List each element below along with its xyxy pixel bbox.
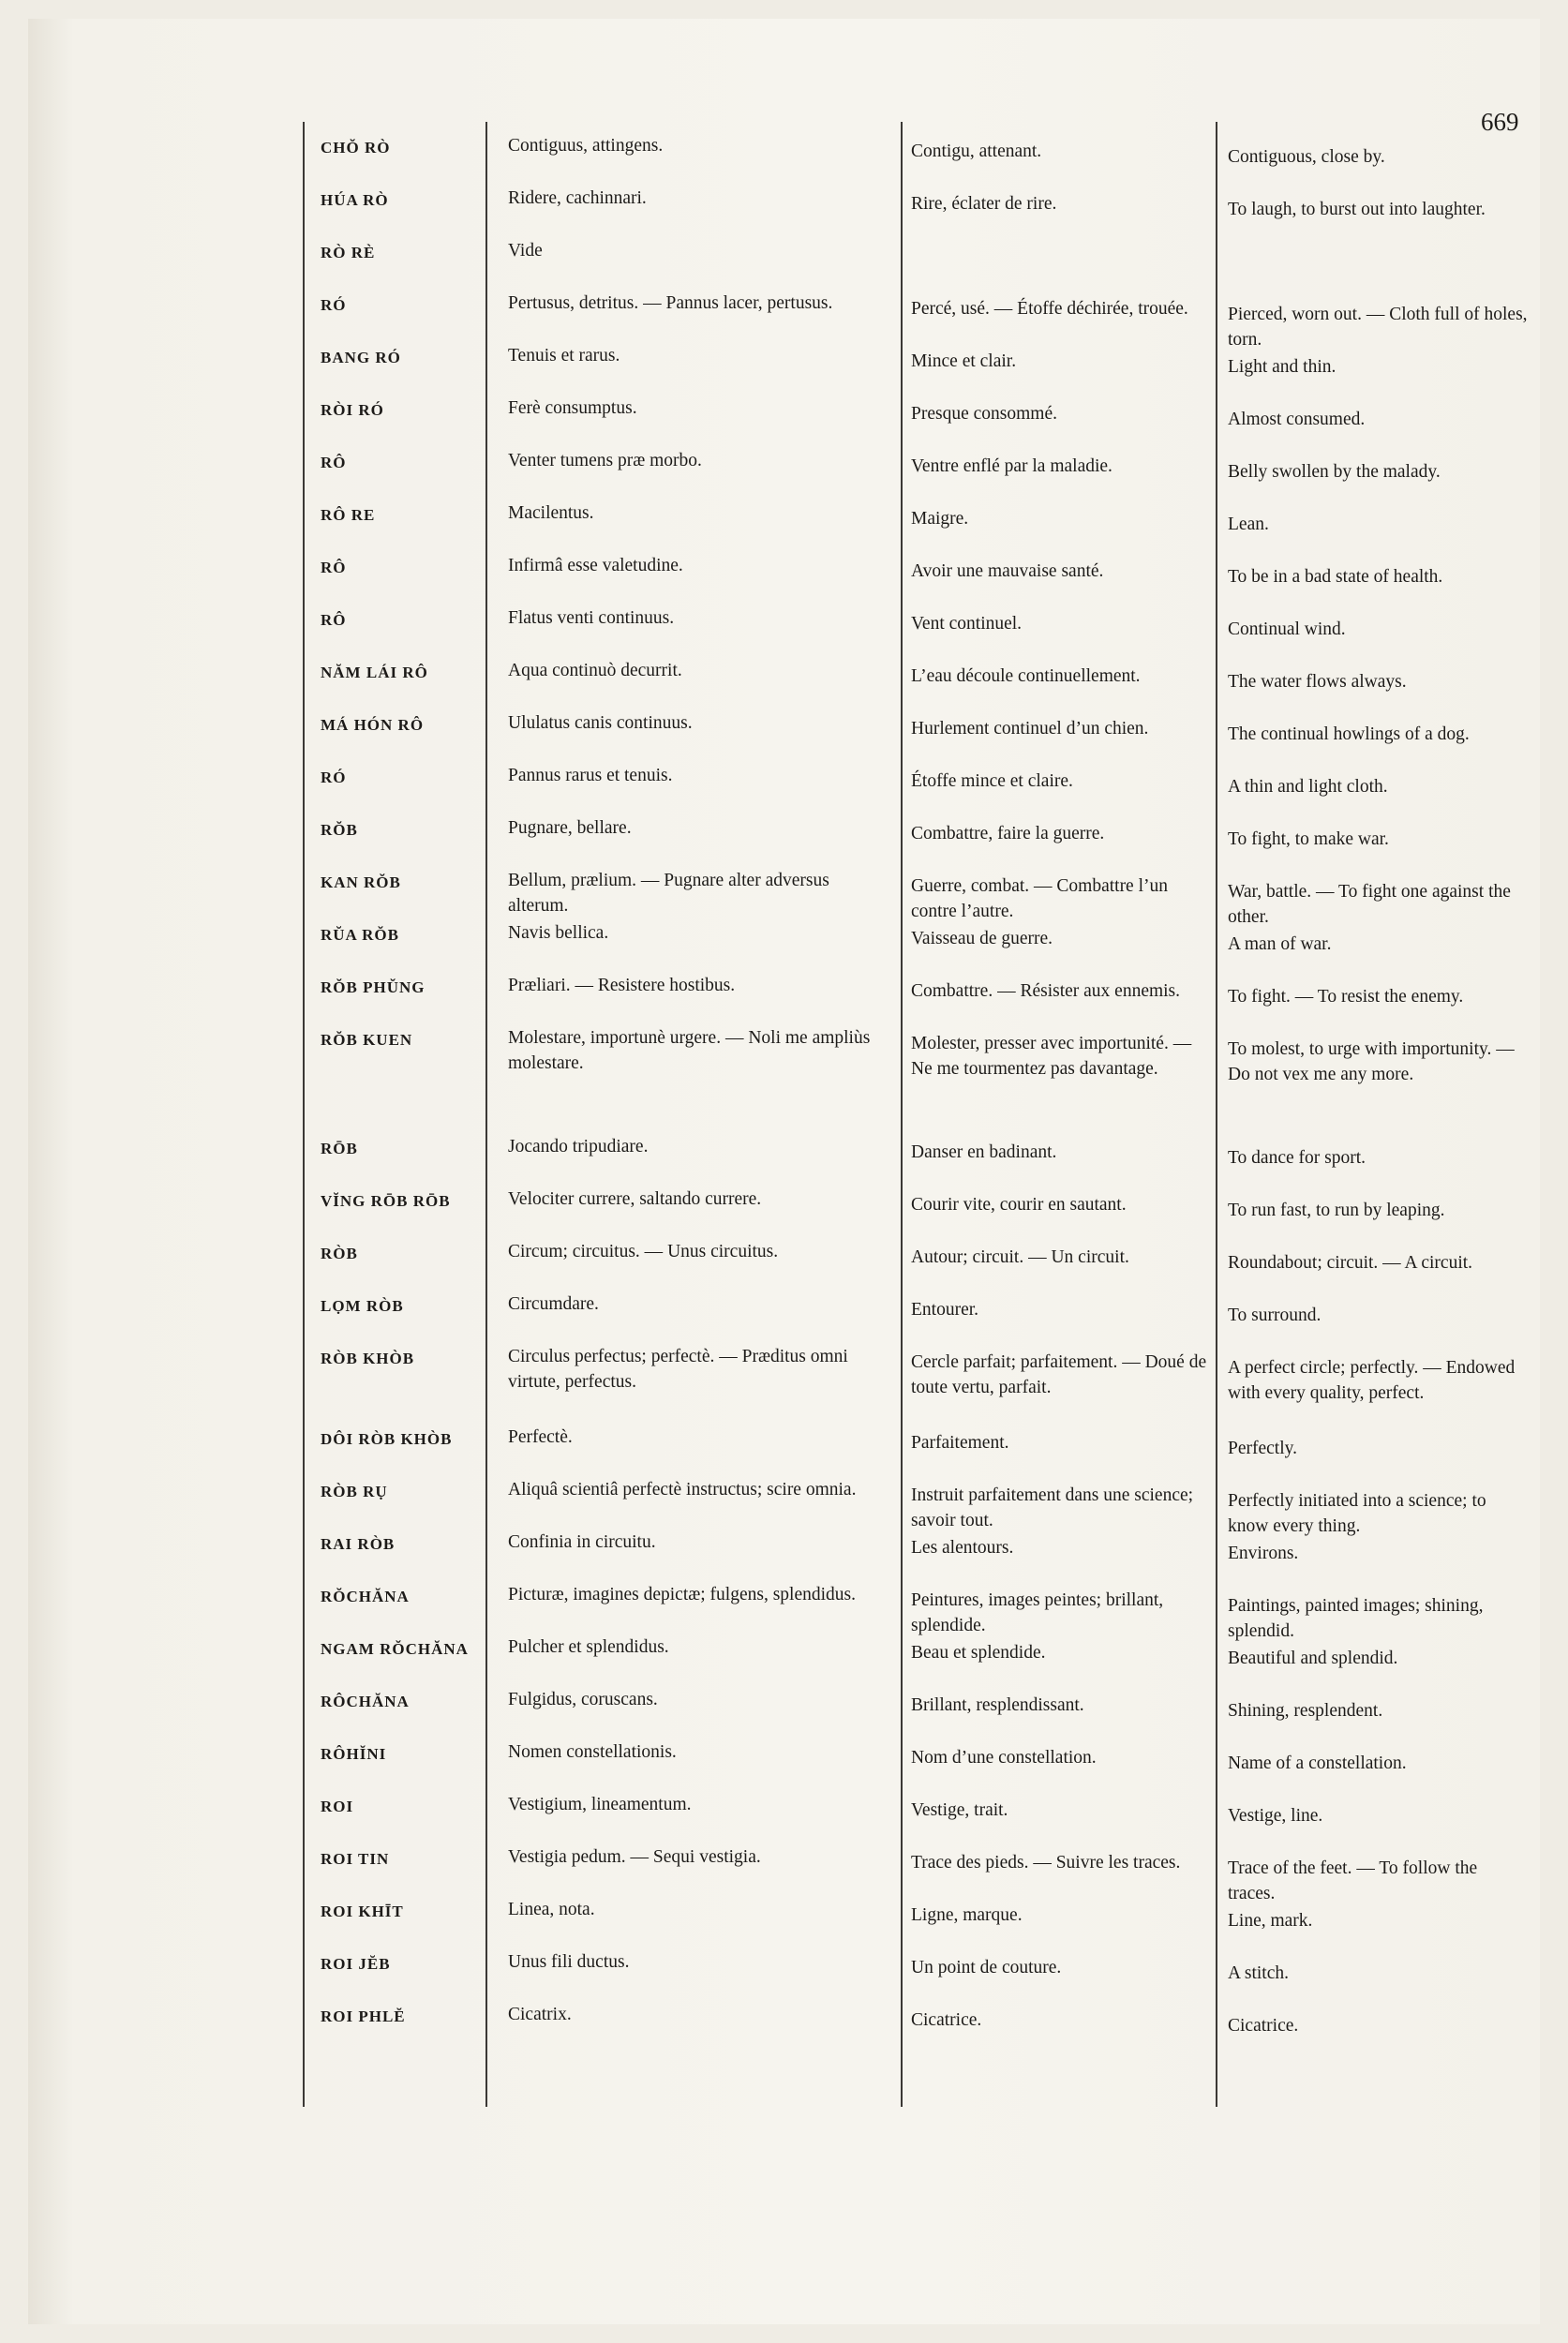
gloss-segment: Beautiful and splendid. [1228, 1649, 1398, 1668]
gloss-segment: Pertusus, detritus. — [508, 293, 666, 313]
french-gloss [911, 1297, 1209, 1322]
french-gloss [911, 664, 1209, 689]
latin-gloss [508, 1134, 894, 1159]
english-gloss [1228, 1698, 1528, 1724]
romanization: RŌB [321, 1140, 358, 1157]
french-gloss [911, 978, 1209, 1004]
gloss-segment: Rire, éclater de rire. [911, 194, 1057, 214]
latin-gloss [508, 1792, 894, 1817]
gloss-segment: Venter tumens præ morbo. [508, 451, 702, 470]
latin-gloss [508, 1897, 894, 1922]
gloss-segment: Combattre, faire la guerre. [911, 824, 1105, 843]
romanization: RÒI RÓ [321, 401, 384, 419]
french-gloss [911, 1430, 1209, 1455]
romanization: RŎB PHŬNG [321, 978, 426, 996]
english-gloss [1228, 1541, 1528, 1566]
english-gloss [1228, 407, 1528, 432]
gloss-segment: To molest, to urge with importunity. — Do not vex me any more. [1228, 1039, 1515, 1084]
romanization: LỌM RÒB [321, 1297, 404, 1315]
gloss-segment: To dance for sport. [1228, 1148, 1366, 1168]
french-gloss [911, 454, 1209, 479]
gloss-segment: Contiguus, attingens. [508, 136, 664, 156]
gloss-segment: A perfect circle; perfectly. — Endowed with every quality, perfect. [1228, 1358, 1516, 1403]
gloss-segment: Hurlement continuel d’un chien. [911, 719, 1149, 739]
gloss-segment: Vestige, line. [1228, 1806, 1323, 1826]
french-gloss [911, 821, 1209, 846]
gloss-segment: Confinia in circuitu. [508, 1532, 656, 1552]
english-gloss [1228, 879, 1528, 930]
gloss-segment: Perfectè. [508, 1427, 573, 1447]
gloss-segment: Resistere hostibus. [597, 976, 736, 995]
gloss-segment: Cicatrix. [508, 2005, 572, 2024]
gloss-segment: Autour; circuit. — Un circuit. [911, 1247, 1129, 1267]
gloss-segment: Trace des pieds. — Suivre les traces. [911, 1853, 1181, 1873]
latin-gloss [508, 1025, 894, 1076]
romanization: RŎB KUEN [321, 1031, 413, 1049]
french-gloss [911, 716, 1209, 741]
gloss-segment: Cicatrice. [911, 2010, 982, 2030]
gloss-segment: Perfectly. [1228, 1439, 1297, 1458]
latin-gloss [508, 1186, 894, 1212]
english-gloss [1228, 617, 1528, 642]
latin-gloss [508, 1291, 894, 1317]
gloss-segment: Pannus lacer, pertusus. [665, 293, 833, 313]
gloss-segment: Cicatrice. [1228, 2016, 1299, 2036]
romanization: RÔ [321, 611, 347, 629]
gloss-segment: Pierced, worn out. — Cloth full of holes, torn. [1228, 305, 1528, 350]
english-gloss [1228, 1488, 1528, 1539]
gloss-segment: Vide [508, 241, 543, 261]
gloss-segment: Maigre. [911, 509, 969, 529]
french-gloss [911, 1483, 1209, 1533]
romanization: ROI [321, 1798, 354, 1815]
gloss-segment: Un point de couture. [911, 1958, 1062, 1977]
gloss-segment: Circulus perfectus; perfectè. — [508, 1347, 742, 1366]
english-gloss [1228, 2013, 1528, 2038]
latin-gloss [508, 1844, 894, 1870]
english-gloss [1228, 774, 1528, 799]
romanization: NGAM RŎCHĂNA [321, 1640, 469, 1658]
romanization: RÒB RỤ [321, 1483, 388, 1500]
gloss-segment: L’eau découle continuellement. [911, 666, 1141, 686]
latin-gloss [508, 1239, 894, 1264]
french-gloss [911, 506, 1209, 531]
french-gloss [911, 1693, 1209, 1718]
french-gloss [911, 873, 1209, 924]
gloss-segment: Jocando tripudiare. [508, 1137, 649, 1157]
french-gloss [911, 1850, 1209, 1875]
gloss-segment: Unus circuitus. [667, 1242, 779, 1261]
latin-gloss [508, 553, 894, 578]
romanization: RÔHĬNI [321, 1745, 387, 1763]
english-gloss [1228, 354, 1528, 380]
gloss-segment: Pugnare, bellare. [508, 818, 632, 838]
french-gloss [911, 559, 1209, 584]
gloss-segment: Macilentus. [508, 503, 594, 523]
gloss-segment: Étoffe mince et claire. [911, 771, 1073, 791]
french-gloss [911, 769, 1209, 794]
gloss-segment: Ferè consumptus. [508, 398, 637, 418]
gloss-segment: Vestige, trait. [911, 1800, 1008, 1820]
gloss-segment: To surround. [1228, 1306, 1322, 1325]
gloss-segment: Ululatus canis continuus. [508, 713, 693, 733]
page-number: 669 [1481, 108, 1519, 136]
french-gloss [911, 1745, 1209, 1770]
gloss-segment: Presque consommé. [911, 404, 1057, 424]
gloss-segment: Circumdare. [508, 1294, 599, 1314]
gloss-segment: Light and thin. [1228, 357, 1337, 377]
latin-gloss [508, 1344, 894, 1395]
romanization: BANG RÓ [321, 349, 401, 366]
column-rule [485, 122, 487, 2107]
romanization: DÔI RÒB KHÒB [321, 1430, 453, 1448]
latin-gloss [508, 2002, 894, 2027]
gloss-segment: Vaisseau de guerre. [911, 929, 1053, 948]
romanization: KAN RŎB [321, 873, 401, 891]
latin-gloss [508, 1949, 894, 1975]
gloss-segment: Beau et splendide. [911, 1643, 1046, 1663]
romanization: RÓ [321, 296, 347, 314]
gloss-segment: To fight. — To resist the enemy. [1228, 987, 1464, 1007]
latin-gloss [508, 1477, 894, 1502]
gloss-segment: Picturæ, imagines depictæ; fulgens, splendidus. [508, 1585, 857, 1604]
gloss-segment: Guerre, combat. — Combattre l’un contre l’autre. [911, 876, 1168, 921]
latin-gloss [508, 1582, 894, 1607]
french-gloss [911, 1955, 1209, 1980]
english-gloss [1228, 197, 1528, 222]
french-gloss [911, 926, 1209, 951]
latin-gloss [508, 343, 894, 368]
gloss-segment: Les alentours. [911, 1538, 1014, 1558]
romanization: RÔ [321, 454, 347, 471]
romanization: RÓ [321, 769, 347, 786]
english-gloss [1228, 1751, 1528, 1776]
gloss-segment: Perfectly initiated into a science; to know every thing. [1228, 1491, 1486, 1536]
english-gloss [1228, 669, 1528, 694]
english-gloss [1228, 1908, 1528, 1933]
gloss-segment: Belly swollen by the malady. [1228, 462, 1441, 482]
romanization: RŬA RŎB [321, 926, 399, 944]
french-gloss [911, 1640, 1209, 1665]
gloss-segment: Infirmâ esse valetudine. [508, 556, 683, 575]
romanization: RÔCHĂNA [321, 1693, 410, 1710]
latin-gloss [508, 238, 894, 263]
gloss-segment: Line, mark. [1228, 1911, 1313, 1931]
latin-gloss [508, 710, 894, 736]
english-gloss [1228, 564, 1528, 589]
gloss-segment: Bellum, prælium. — [508, 871, 665, 890]
english-gloss [1228, 1961, 1528, 1986]
gloss-segment: Pannus rarus et tenuis. [508, 766, 673, 785]
french-gloss [911, 1535, 1209, 1560]
gloss-segment: Mince et clair. [911, 351, 1017, 371]
gloss-segment: Roundabout; circuit. — A circuit. [1228, 1253, 1473, 1273]
english-gloss [1228, 932, 1528, 957]
romanization: MÁ HÓN RÔ [321, 716, 425, 734]
gloss-segment: Præditus omni virtute, perfectus. [508, 1347, 848, 1392]
gloss-segment: Linea, nota. [508, 1900, 595, 1919]
gloss-segment: To run fast, to run by leaping. [1228, 1201, 1445, 1220]
gloss-segment: Shining, resplendent. [1228, 1701, 1383, 1721]
french-gloss [911, 296, 1209, 321]
gloss-segment: War, battle. — To fight one against the other. [1228, 882, 1511, 927]
romanization: RÒB [321, 1245, 358, 1262]
gloss-segment: Nom d’une constellation. [911, 1748, 1097, 1768]
french-gloss [911, 191, 1209, 216]
latin-gloss [508, 1634, 894, 1660]
gloss-segment: Contigu, attenant. [911, 142, 1042, 161]
gloss-segment: Aqua continuò decurrit. [508, 661, 682, 680]
french-gloss [911, 1245, 1209, 1270]
english-gloss [1228, 1436, 1528, 1461]
french-gloss [911, 1588, 1209, 1638]
romanization: RÒB KHÒB [321, 1350, 415, 1367]
gloss-segment: Paintings, painted images; shining, splendid. [1228, 1596, 1484, 1641]
gloss-segment: Aliquâ scientiâ perfectè instructus; scire omnia. [508, 1480, 857, 1500]
french-gloss [911, 1903, 1209, 1928]
gloss-segment: Instruit parfaitement dans une science; savoir tout. [911, 1485, 1194, 1530]
gloss-segment: Pulcher et splendidus. [508, 1637, 669, 1657]
french-gloss [911, 1192, 1209, 1217]
french-gloss [911, 2007, 1209, 2033]
gloss-segment: The continual howlings of a dog. [1228, 724, 1470, 744]
romanization: RŎCHĂNA [321, 1588, 410, 1605]
latin-gloss [508, 133, 894, 158]
romanization: NĂM LÁI RÔ [321, 664, 428, 681]
french-gloss [911, 401, 1209, 426]
gloss-segment: Pugnare alter adversus alterum. [508, 871, 829, 916]
gloss-segment: Ligne, marque. [911, 1905, 1023, 1925]
gloss-segment: Præliari. — [508, 976, 598, 995]
latin-gloss [508, 1530, 894, 1555]
gloss-segment: Ventre enflé par la maladie. [911, 456, 1113, 476]
gloss-segment: Danser en badinant. [911, 1142, 1057, 1162]
gloss-segment: Sequi vestigia. [652, 1847, 761, 1867]
english-gloss [1228, 1646, 1528, 1671]
gloss-segment: Entourer. [911, 1300, 979, 1320]
gloss-segment: Trace of the feet. — To follow the traces. [1228, 1858, 1478, 1903]
gloss-segment: To fight, to make war. [1228, 829, 1389, 849]
gloss-segment: A man of war. [1228, 934, 1332, 954]
latin-gloss [508, 815, 894, 841]
gloss-segment: Continual wind. [1228, 619, 1346, 639]
latin-gloss [508, 395, 894, 421]
romanization: CHŎ RÒ [321, 139, 391, 157]
english-gloss [1228, 984, 1528, 1009]
gloss-segment: Peintures, images peintes; brillant, splendide. [911, 1590, 1164, 1635]
romanization: ROI KHĪT [321, 1903, 404, 1920]
gloss-segment: A stitch. [1228, 1963, 1290, 1983]
english-gloss [1228, 722, 1528, 747]
gloss-segment: Vestigia pedum. — [508, 1847, 653, 1867]
latin-gloss [508, 1687, 894, 1712]
english-gloss [1228, 1198, 1528, 1223]
english-gloss [1228, 1355, 1528, 1406]
gloss-segment: Unus fili ductus. [508, 1952, 630, 1972]
gloss-segment: Fulgidus, coruscans. [508, 1690, 658, 1709]
english-gloss [1228, 512, 1528, 537]
latin-gloss [508, 1739, 894, 1765]
english-gloss [1228, 1856, 1528, 1906]
romanization: RÔ [321, 559, 347, 576]
latin-gloss [508, 973, 894, 998]
romanization: RAI RÒB [321, 1535, 396, 1553]
romanization: ROI JĔB [321, 1955, 391, 1973]
english-gloss [1228, 1037, 1528, 1087]
romanization: HÚA RÒ [321, 191, 389, 209]
romanization: RŎB [321, 821, 358, 839]
gloss-segment: Combattre. — Résister aux ennemis. [911, 981, 1181, 1001]
latin-gloss [508, 186, 894, 211]
french-gloss [911, 139, 1209, 164]
gloss-segment: To be in a bad state of health. [1228, 567, 1443, 587]
column-rule [901, 122, 903, 2107]
column-rule [303, 122, 305, 2107]
latin-gloss [508, 605, 894, 631]
romanization: ROI PHLĔ [321, 2007, 406, 2025]
romanization: RÒ RÈ [321, 244, 376, 261]
gloss-segment: Name of a constellation. [1228, 1754, 1407, 1773]
latin-gloss [508, 448, 894, 473]
english-gloss [1228, 1250, 1528, 1276]
gloss-segment: Courir vite, courir en sautant. [911, 1195, 1127, 1215]
romanization: RÔ RE [321, 506, 376, 524]
english-gloss [1228, 302, 1528, 352]
french-gloss [911, 1798, 1209, 1823]
gloss-segment: Lean. [1228, 515, 1269, 534]
romanization: VĬNG RŌB RŌB [321, 1192, 451, 1210]
gloss-segment: The water flows always. [1228, 672, 1407, 692]
gloss-segment: Brillant, resplendissant. [911, 1695, 1084, 1715]
latin-gloss [508, 291, 894, 316]
gloss-segment: Molestare, importunè urgere. — [508, 1028, 749, 1048]
running-header [0, 66, 1568, 136]
latin-gloss [508, 868, 894, 918]
romanization: ROI TIN [321, 1850, 390, 1868]
english-gloss [1228, 459, 1528, 485]
french-gloss [911, 1350, 1209, 1400]
gloss-segment: Contiguous, close by. [1228, 147, 1385, 167]
gloss-segment: Avoir une mauvaise santé. [911, 561, 1104, 581]
gloss-segment: Percé, usé. — Étoffe déchirée, trouée. [911, 299, 1188, 319]
gloss-segment: Parfaitement. [911, 1433, 1009, 1453]
gloss-segment: Environs. [1228, 1544, 1299, 1563]
gloss-segment: Almost consumed. [1228, 410, 1366, 429]
english-gloss [1228, 1303, 1528, 1328]
gloss-segment: A thin and light cloth. [1228, 777, 1388, 797]
english-gloss [1228, 1145, 1528, 1171]
english-gloss [1228, 144, 1528, 170]
gloss-segment: Vent continuel. [911, 614, 1023, 634]
gloss-segment: Flatus venti continuus. [508, 608, 675, 628]
gloss-segment: Cercle parfait; parfaitement. — Doué de toute vertu, parfait. [911, 1352, 1207, 1397]
english-gloss [1228, 827, 1528, 852]
french-gloss [911, 611, 1209, 636]
latin-gloss [508, 500, 894, 526]
english-gloss [1228, 1593, 1528, 1644]
gloss-segment: Vestigium, lineamentum. [508, 1795, 692, 1814]
french-gloss [911, 1031, 1209, 1082]
column-rule [1216, 122, 1217, 2107]
gloss-segment: Velociter currere, saltando currere. [508, 1189, 762, 1209]
latin-gloss [508, 658, 894, 683]
french-gloss [911, 349, 1209, 374]
english-gloss [1228, 1803, 1528, 1828]
gloss-segment: Tenuis et rarus. [508, 346, 620, 366]
gloss-segment: To laugh, to burst out into laughter. [1228, 200, 1486, 219]
gloss-segment: Navis bellica. [508, 923, 609, 943]
gloss-segment: Ridere, cachinnari. [508, 188, 647, 208]
latin-gloss [508, 920, 894, 946]
gloss-segment: Nomen constellationis. [508, 1742, 677, 1762]
latin-gloss [508, 1425, 894, 1450]
gloss-segment: Molester, presser avec importunité. — Ne me tourmentez pas davantage. [911, 1034, 1192, 1079]
french-gloss [911, 1140, 1209, 1165]
gloss-segment: Circum; circuitus. — [508, 1242, 668, 1261]
gloss-segment: Noli me ampliùs molestare. [508, 1028, 871, 1073]
latin-gloss [508, 763, 894, 788]
